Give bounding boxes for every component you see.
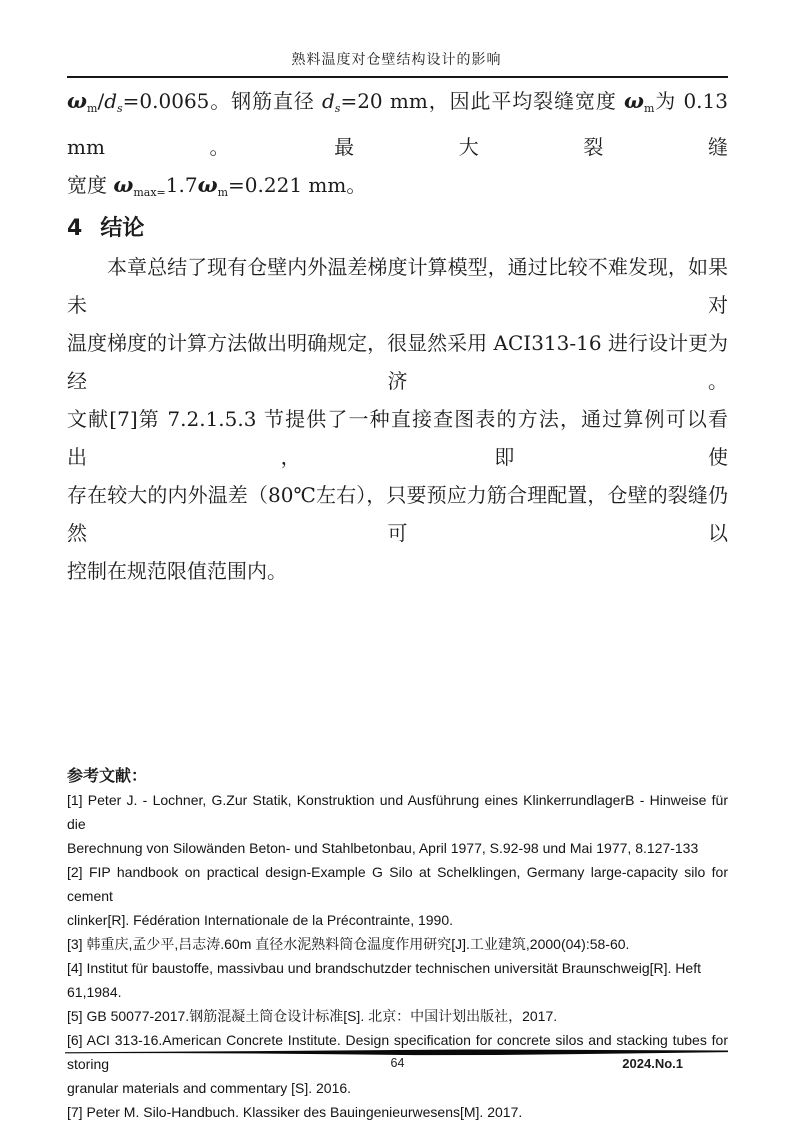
formula-text: =0.221 mm。 — [228, 173, 367, 197]
paragraph-line: 温度梯度的计算方法做出明确规定，很显然采用 ACI313-16 进行设计更为经济。 — [67, 331, 728, 393]
reference-line: [6] ACI 313-16.American Concrete Institute. Design specification for concrete silos and stacking tubes for storing — [67, 1032, 728, 1072]
references-heading: 参考文献： — [67, 766, 148, 785]
page-number: 64 — [390, 1056, 405, 1070]
reference-line: [5] GB 50077-2017.钢筋混凝土筒仓设计标准[S]. 北京：中国计划出版社，2017. — [67, 1008, 558, 1024]
reference-line: [3] 韩重庆,孟少平,吕志涛.60m 直径水泥熟料筒仓温度作用研究[J].工业建筑,2000(04):58-60. — [67, 936, 630, 952]
reference-line: granular materials and commentary [S]. 2016. — [67, 1080, 352, 1096]
running-header-title: 熟料温度对仓壁结构设计的影响 — [291, 52, 502, 68]
subscript: m — [643, 102, 655, 115]
body-paragraph — [67, 248, 728, 590]
omega-symbol: ω — [197, 172, 218, 197]
omega-symbol: ω — [113, 172, 134, 197]
subscript: m — [217, 186, 229, 199]
formula-line-2 — [67, 166, 728, 212]
section-number: 4 — [67, 216, 83, 241]
formula-line-1 — [67, 82, 728, 166]
section-heading — [67, 214, 728, 244]
variable-d: d — [104, 89, 117, 113]
omega-symbol: ω — [623, 88, 644, 113]
variable-d: d — [321, 89, 335, 113]
formula-text: =0.0065。钢筋直径 — [122, 89, 322, 113]
reference-line: [4] Institut für baustoffe, massivbau und brandschutzder technischen universität Braunschweig[R]. Heft 61,1984. — [67, 960, 701, 1000]
paragraph-line: 控制在规范限值范围内。 — [67, 559, 287, 583]
issue-label: 2024.No.1 — [622, 1056, 683, 1071]
reference-line: clinker[R]. Fédération Internationale de la Précontrainte, 1990. — [67, 912, 454, 928]
paragraph-line: 文献[7]第 7.2.1.5.3 节提供了一种直接查图表的方法，通过算例可以看出，即使 — [67, 407, 728, 469]
subscript: s — [334, 102, 341, 115]
reference-line: [2] FIP handbook on practical design-Example G Silo at Schelklingen, Germany large-capacity silo for cement — [67, 864, 728, 904]
formula-text: 宽度 — [67, 173, 114, 197]
subscript: s — [117, 102, 123, 115]
formula-text: =20 mm，因此平均裂缝宽度 — [340, 89, 624, 113]
formula-paragraph — [67, 82, 728, 212]
reference-line: [7] Peter M. Silo-Handbuch. Klassiker des Bauingenieurwesens[M]. 2017. — [67, 1104, 523, 1120]
formula-text: 为 0.13 mm。最大裂缝 — [67, 89, 728, 159]
section-title: 结论 — [100, 216, 145, 241]
reference-line: Berechnung von Silowänden Beton- und Stahlbetonbau, April 1977, S.92-98 und Mai 1977, 8.127-133 — [67, 840, 699, 856]
header-rule — [67, 76, 728, 78]
subscript: max= — [133, 186, 166, 199]
reference-line: [1] Peter J. - Lochner, G.Zur Statik, Konstruktion und Ausführung eines KlinkerrundlagerB - Hinweise für die — [67, 792, 728, 832]
paragraph-line: 本章总结了现有仓壁内外温差梯度计算模型，通过比较不难发现，如果未对 — [67, 255, 728, 317]
paragraph-line: 存在较大的内外温差（80℃左右），只要预应力筋合理配置，仓壁的裂缝仍然可以 — [67, 483, 728, 545]
subscript: m — [87, 102, 98, 115]
omega-symbol: ω — [67, 88, 87, 113]
formula-text: 1.7 — [165, 173, 198, 197]
formula-text: / — [97, 89, 105, 113]
